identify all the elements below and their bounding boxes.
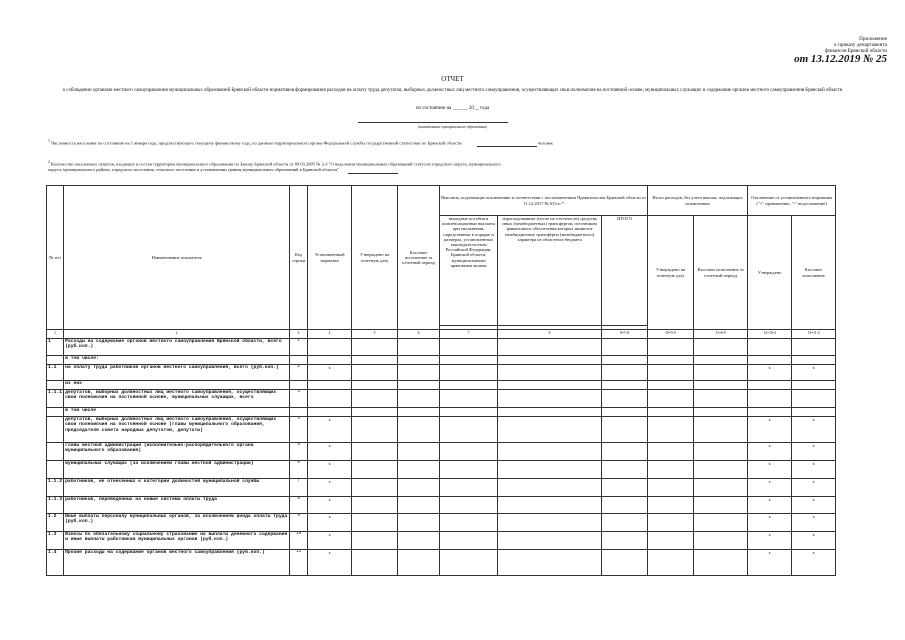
- row-value-cell[interactable]: [440, 443, 498, 461]
- row-value-cell[interactable]: [352, 461, 398, 479]
- row-norm-cell: [308, 339, 352, 356]
- row-value-cell[interactable]: [648, 417, 694, 443]
- row-deviation-approved-cell: х: [748, 443, 792, 461]
- header-net-approved: Утверждено на отчетную дату: [648, 216, 694, 330]
- row-value-cell[interactable]: [352, 443, 398, 461]
- row-value-cell[interactable]: [648, 461, 694, 479]
- row-value-cell[interactable]: [602, 356, 648, 365]
- row-value-cell[interactable]: [694, 390, 748, 408]
- column-index-cell: 3: [290, 330, 308, 339]
- row-value-cell[interactable]: [694, 443, 748, 461]
- header-net-cash: Кассовое исполнение за отчетный период: [694, 216, 748, 330]
- table-row: [47, 356, 836, 365]
- row-number-cell: [47, 356, 64, 365]
- row-label-cell: на оплату труда работников органов местного самоуправления, всего (руб.коп.): [64, 365, 290, 381]
- row-deviation-approved-cell[interactable]: [748, 356, 792, 365]
- row-value-cell[interactable]: [602, 417, 648, 443]
- row-norm-cell: х: [308, 365, 352, 381]
- column-index-cell: 10=5-9: [648, 330, 694, 339]
- row-deviation-cash-cell[interactable]: [792, 408, 836, 417]
- row-code-cell: 6: [290, 461, 308, 479]
- row-norm-cell: х: [308, 532, 352, 550]
- row-value-cell[interactable]: [602, 390, 648, 408]
- row-value-cell[interactable]: [648, 550, 694, 576]
- row-value-cell[interactable]: [648, 390, 694, 408]
- header-approved: Утверждено на отчетную дату: [352, 186, 398, 330]
- row-norm-cell: [308, 390, 352, 408]
- row-deviation-approved-cell[interactable]: [748, 339, 792, 356]
- row-value-cell[interactable]: [498, 514, 602, 532]
- appendix-line-3: финансов Брянской области: [825, 48, 887, 54]
- row-label-cell: работников, переведенных на новые системы оплаты труда: [64, 497, 290, 514]
- table-row: [47, 417, 836, 443]
- population-blank: [477, 141, 537, 148]
- footnote-1-mark: 1: [48, 139, 50, 143]
- row-value-cell[interactable]: [440, 550, 498, 576]
- footnote-1-text: Численность населения по состоянию на 1 января года, предшествующего текущему финансовому году, по данным территориального органа Федеральной службы государственной статистики по Брянской области: [51, 140, 462, 146]
- row-number-cell: 1.1.1: [47, 390, 64, 408]
- row-code-cell: 9: [290, 514, 308, 532]
- row-value-cell[interactable]: [498, 408, 602, 417]
- table-row: [47, 514, 836, 532]
- row-deviation-cash-cell: х: [792, 479, 836, 497]
- row-deviation-cash-cell: х: [792, 550, 836, 576]
- row-deviation-approved-cell[interactable]: [748, 381, 792, 390]
- table-row: [47, 443, 836, 461]
- row-label-cell: депутатов, выборных должностных лиц местного самоуправления, осуществляющих свои полномочия на постоянной основе, муниципальных служащих, всего: [64, 390, 290, 408]
- row-deviation-approved-cell: х: [748, 417, 792, 443]
- report-table: [46, 185, 836, 576]
- row-number-cell: 1.4: [47, 550, 64, 576]
- row-deviation-cash-cell: х: [792, 365, 836, 381]
- row-value-cell[interactable]: [352, 514, 398, 532]
- row-value-cell[interactable]: [602, 497, 648, 514]
- footnote-1-unit: человек: [537, 140, 553, 146]
- row-label-cell: Взносы по обязательному социальному страхованию на выплаты денежного содержания и иные выплаты работникам муниципальных органов (руб.коп.): [64, 532, 290, 550]
- column-index-cell: 4: [308, 330, 352, 339]
- row-code-cell: 2: [290, 365, 308, 381]
- row-value-cell[interactable]: [352, 479, 398, 497]
- row-value-cell[interactable]: [352, 550, 398, 576]
- row-value-cell[interactable]: [694, 461, 748, 479]
- row-value-cell[interactable]: [398, 408, 440, 417]
- row-code-cell: [290, 356, 308, 365]
- table-row: [47, 461, 836, 479]
- row-value-cell[interactable]: [694, 550, 748, 576]
- row-deviation-approved-cell: х: [748, 497, 792, 514]
- row-code-cell: 4: [290, 417, 308, 443]
- column-index-cell: 13=11-4: [792, 330, 836, 339]
- row-value-cell[interactable]: [398, 417, 440, 443]
- row-label-cell: работников, не отнесенных к категории должностей муниципальной службы: [64, 479, 290, 497]
- row-code-cell: [290, 381, 308, 390]
- row-number-cell: 1.2: [47, 514, 64, 532]
- header-code: Код строки: [290, 186, 308, 330]
- row-value-cell[interactable]: [498, 381, 602, 390]
- row-value-cell[interactable]: [648, 497, 694, 514]
- row-deviation-approved-cell: х: [748, 550, 792, 576]
- table-row: [47, 550, 836, 576]
- row-value-cell[interactable]: [694, 514, 748, 532]
- column-index-cell: 1: [47, 330, 64, 339]
- header-excluded-transfers: израсходованные (после их отчетности) средства иных (межбюджетных) трансфертов, источником финансового обеспечения которых являются межбюджетные трансферты (межбюджетного) характера из областного бюджета: [498, 216, 602, 326]
- row-value-cell[interactable]: [694, 381, 748, 390]
- row-label-cell: Прочие расходы на содержание органов местного самоуправления (руб.коп.): [64, 550, 290, 576]
- table-row: [47, 339, 836, 356]
- row-deviation-approved-cell[interactable]: [748, 390, 792, 408]
- column-index-cell: 7: [440, 330, 498, 339]
- row-value-cell[interactable]: [648, 479, 694, 497]
- footnote-2-text: Количество населенных пунктов, входящих в состав территории муниципального образования по Закону Брянской области от 09.03.2005 № 3-З "О наделении муниципальных образований статусом городского округа, муниципального округа, муниципального района, городского поселения, сельского поселения и установлении границ муниципальных образований в Брянской области": [48, 161, 501, 173]
- header-excluded-total: ИТОГО: [602, 216, 648, 326]
- row-value-cell[interactable]: [398, 479, 440, 497]
- footnote-population: [48, 139, 558, 147]
- row-value-cell[interactable]: [352, 339, 398, 356]
- row-value-cell[interactable]: [398, 390, 440, 408]
- row-value-cell[interactable]: [440, 365, 498, 381]
- row-value-cell[interactable]: [352, 532, 398, 550]
- row-label-cell: муниципальных служащих (за исключением главы местной администрации): [64, 461, 290, 479]
- row-value-cell[interactable]: [440, 479, 498, 497]
- row-number-cell: [47, 443, 64, 461]
- row-deviation-cash-cell: х: [792, 417, 836, 443]
- settlements-blank: [348, 167, 398, 174]
- footnote-settlements: [48, 160, 508, 174]
- row-deviation-cash-cell: х: [792, 532, 836, 550]
- header-excluded-group: Выплаты, подлежащие исключению в соответствии с постановлением Правительства Брянской области от 11.12.2017 № 633-п *: [440, 186, 648, 216]
- row-label-cell: Иные выплаты персоналу муниципальных органов, за исключением фонда оплаты труда (руб.коп.): [64, 514, 290, 532]
- row-value-cell[interactable]: [398, 381, 440, 390]
- column-index-cell: 2: [64, 330, 290, 339]
- row-value-cell[interactable]: [498, 532, 602, 550]
- header-cash: Кассовое исполнение за отчетный период: [398, 186, 440, 330]
- row-value-cell[interactable]: [352, 381, 398, 390]
- row-number-cell: 1.1.2: [47, 479, 64, 497]
- row-code-cell: 8: [290, 497, 308, 514]
- row-value-cell[interactable]: [648, 381, 694, 390]
- row-value-cell[interactable]: [602, 408, 648, 417]
- row-value-cell[interactable]: [440, 408, 498, 417]
- document-subtitle: о соблюдении органами местного самоуправления муниципальных образований Брянской области нормативов формирования расходов на оплату труда депутатов, выборных должностных лиц местного самоуправления, осуществляющих свои полномочия на постоянной основе, муниципальных служащих и содержание органов местного самоуправления Брянской области: [62, 88, 843, 93]
- row-code-cell: [290, 408, 308, 417]
- row-value-cell[interactable]: [648, 365, 694, 381]
- row-number-cell: 1.1.3: [47, 497, 64, 514]
- row-value-cell[interactable]: [440, 381, 498, 390]
- table-row: [47, 479, 836, 497]
- appendix-line-1: Приложение: [859, 36, 887, 42]
- row-code-cell: 11: [290, 550, 308, 576]
- row-value-cell[interactable]: [602, 479, 648, 497]
- table-row: [47, 408, 836, 417]
- header-norm: Установленный норматив: [308, 186, 352, 330]
- row-deviation-cash-cell: х: [792, 443, 836, 461]
- row-value-cell[interactable]: [602, 461, 648, 479]
- row-value-cell[interactable]: [352, 356, 398, 365]
- row-label-cell: из них: [64, 381, 290, 390]
- municipality-name-line: [358, 122, 508, 123]
- row-code-cell: 7: [290, 479, 308, 497]
- table-row: [47, 381, 836, 390]
- row-value-cell[interactable]: [602, 532, 648, 550]
- row-value-cell[interactable]: [440, 497, 498, 514]
- row-value-cell[interactable]: [440, 356, 498, 365]
- header-deviation-approved: Утверждено: [748, 216, 792, 330]
- row-deviation-cash-cell: х: [792, 514, 836, 532]
- row-value-cell[interactable]: [440, 461, 498, 479]
- row-value-cell[interactable]: [352, 390, 398, 408]
- row-norm-cell: х: [308, 550, 352, 576]
- row-value-cell[interactable]: [352, 365, 398, 381]
- row-deviation-cash-cell[interactable]: [792, 390, 836, 408]
- column-index-cell: 5: [352, 330, 398, 339]
- row-value-cell[interactable]: [398, 339, 440, 356]
- row-value-cell[interactable]: [694, 339, 748, 356]
- row-value-cell[interactable]: [398, 514, 440, 532]
- row-code-cell: 3: [290, 390, 308, 408]
- row-label-cell: Расходы на содержание органов местного самоуправления Брянской области, всего (руб.коп.): [64, 339, 290, 356]
- row-value-cell[interactable]: [498, 479, 602, 497]
- row-value-cell[interactable]: [398, 365, 440, 381]
- row-norm-cell: [308, 408, 352, 417]
- row-code-cell: 1: [290, 339, 308, 356]
- row-value-cell[interactable]: [602, 550, 648, 576]
- row-number-cell: [47, 381, 64, 390]
- row-norm-cell: х: [308, 461, 352, 479]
- row-value-cell[interactable]: [602, 365, 648, 381]
- row-value-cell[interactable]: [602, 381, 648, 390]
- row-norm-cell: х: [308, 514, 352, 532]
- header-net-group: Итого расходов, без учета выплат, подлежащих исключению: [648, 186, 748, 216]
- row-label-cell: в том числе: [64, 408, 290, 417]
- row-number-cell: 1.1: [47, 365, 64, 381]
- row-code-cell: 10: [290, 532, 308, 550]
- row-value-cell[interactable]: [648, 408, 694, 417]
- table-row: [47, 497, 836, 514]
- row-number-cell: 1.3: [47, 532, 64, 550]
- row-deviation-approved-cell: х: [748, 461, 792, 479]
- row-value-cell[interactable]: [398, 497, 440, 514]
- municipality-name-caption: (наименование муниципального образования): [417, 125, 488, 129]
- header-row-number: № п/п: [47, 186, 64, 330]
- row-deviation-approved-cell: х: [748, 532, 792, 550]
- footnote-2-mark: 2: [48, 160, 50, 164]
- row-code-cell: 5: [290, 443, 308, 461]
- row-deviation-approved-cell: х: [748, 479, 792, 497]
- appendix-block: [777, 36, 887, 64]
- row-value-cell[interactable]: [648, 443, 694, 461]
- column-index-row: [47, 330, 836, 339]
- row-value-cell[interactable]: [498, 417, 602, 443]
- row-label-cell: депутатов, выборных должностных лиц местного самоуправления, осуществляющих свои полномочия на постоянной основе (главы муниципального образования, председателя совета народных депутатов, депутаты): [64, 417, 290, 443]
- row-norm-cell: х: [308, 479, 352, 497]
- column-index-cell: 12=10-4: [748, 330, 792, 339]
- row-value-cell[interactable]: [440, 417, 498, 443]
- row-value-cell[interactable]: [498, 550, 602, 576]
- row-label-cell: главы местной администрации (исполнительно-распорядительного органа муниципального образования): [64, 443, 290, 461]
- header-excluded-severance: выходные пособия и компенсационные выплаты при увольнении, определенные в порядке и размерах, установленных законодательством Российской Федерации, Брянской области, муниципальными правовыми актами: [440, 216, 498, 326]
- appendix-line-2: к приказу департамента: [834, 42, 887, 48]
- row-norm-cell: х: [308, 443, 352, 461]
- row-deviation-cash-cell[interactable]: [792, 381, 836, 390]
- row-value-cell[interactable]: [694, 365, 748, 381]
- row-value-cell[interactable]: [498, 365, 602, 381]
- row-value-cell[interactable]: [398, 532, 440, 550]
- table-row: [47, 365, 836, 381]
- row-value-cell[interactable]: [498, 443, 602, 461]
- row-value-cell[interactable]: [648, 356, 694, 365]
- row-value-cell[interactable]: [648, 514, 694, 532]
- row-value-cell[interactable]: [694, 479, 748, 497]
- row-value-cell[interactable]: [440, 532, 498, 550]
- row-deviation-cash-cell: х: [792, 497, 836, 514]
- row-value-cell[interactable]: [398, 443, 440, 461]
- table-row: [47, 532, 836, 550]
- row-label-cell: в том числе:: [64, 356, 290, 365]
- row-number-cell: [47, 408, 64, 417]
- row-value-cell[interactable]: [694, 532, 748, 550]
- row-deviation-cash-cell: х: [792, 461, 836, 479]
- row-value-cell[interactable]: [398, 461, 440, 479]
- header-indicator: Наименование показателя: [64, 186, 290, 330]
- row-value-cell[interactable]: [602, 443, 648, 461]
- row-value-cell[interactable]: [440, 339, 498, 356]
- row-value-cell[interactable]: [352, 417, 398, 443]
- row-value-cell[interactable]: [398, 550, 440, 576]
- row-norm-cell: х: [308, 497, 352, 514]
- row-value-cell[interactable]: [602, 339, 648, 356]
- report-table-wrapper: [46, 185, 836, 576]
- row-value-cell[interactable]: [498, 461, 602, 479]
- row-value-cell[interactable]: [498, 339, 602, 356]
- header-deviation-group: Отклонение от установленного норматива ("+" превышение; "-" недостижение): [748, 186, 836, 216]
- row-number-cell: [47, 461, 64, 479]
- row-value-cell[interactable]: [602, 514, 648, 532]
- row-deviation-approved-cell[interactable]: [748, 408, 792, 417]
- column-index-cell: 6: [398, 330, 440, 339]
- row-value-cell[interactable]: [498, 497, 602, 514]
- column-index-cell: 8: [498, 330, 602, 339]
- row-value-cell[interactable]: [694, 497, 748, 514]
- row-value-cell[interactable]: [352, 408, 398, 417]
- row-deviation-approved-cell: х: [748, 514, 792, 532]
- row-norm-cell: [308, 356, 352, 365]
- row-deviation-approved-cell: х: [748, 365, 792, 381]
- row-number-cell: 1: [47, 339, 64, 356]
- row-deviation-cash-cell[interactable]: [792, 339, 836, 356]
- row-norm-cell: [308, 381, 352, 390]
- header-deviation-cash: Кассовое исполнение: [792, 216, 836, 330]
- row-value-cell[interactable]: [498, 356, 602, 365]
- column-index-cell: 9=7+8: [602, 330, 648, 339]
- document-title: ОТЧЕТ: [441, 75, 464, 83]
- row-norm-cell: х: [308, 417, 352, 443]
- row-value-cell[interactable]: [694, 356, 748, 365]
- as-of-date: по состоянию на ______ 20__ года: [415, 106, 490, 111]
- row-value-cell[interactable]: [440, 390, 498, 408]
- table-row: [47, 390, 836, 408]
- row-value-cell[interactable]: [352, 497, 398, 514]
- row-value-cell[interactable]: [498, 390, 602, 408]
- row-value-cell[interactable]: [694, 417, 748, 443]
- appendix-handwritten-date: от 13.12.2019 № 25: [794, 53, 887, 65]
- row-value-cell[interactable]: [648, 532, 694, 550]
- row-value-cell[interactable]: [398, 356, 440, 365]
- row-deviation-cash-cell[interactable]: [792, 356, 836, 365]
- row-value-cell[interactable]: [694, 408, 748, 417]
- column-index-cell: 11=6-9: [694, 330, 748, 339]
- row-value-cell[interactable]: [440, 514, 498, 532]
- row-value-cell[interactable]: [648, 339, 694, 356]
- row-number-cell: [47, 417, 64, 443]
